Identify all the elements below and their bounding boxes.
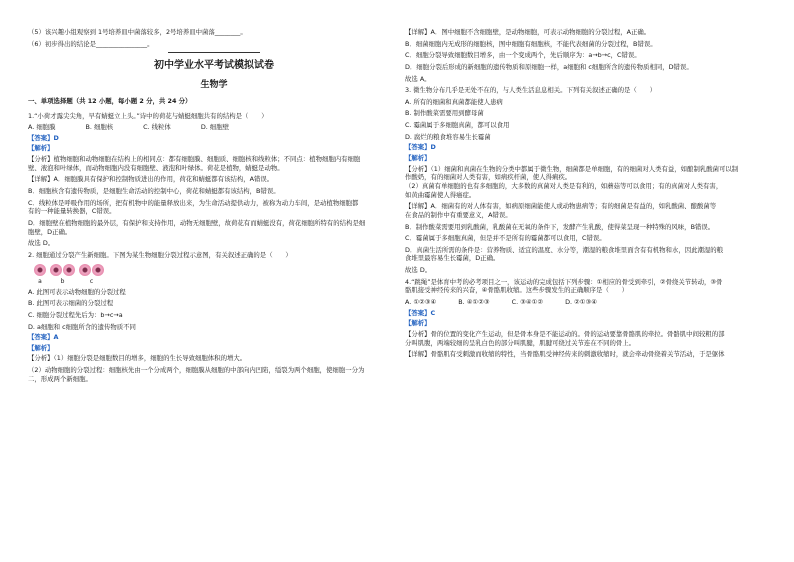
question-2-stem: 2. 细胞通过分裂产生新细胞。下图为某生物细胞分裂过程示意图，有关叙述正确的是（ ）	[28, 250, 292, 259]
explanation-line: 作酸奶，有的细菌对人类有害，如病疾杆菌，使人得痢疾。	[405, 173, 572, 182]
question-4-stem: 4.“跳绳”是体育中考的必考项目之一，该运动的完成包括下列步骤：①相应的骨受到牵引，②骨绕关节转动，③骨	[405, 277, 723, 286]
divider	[168, 52, 260, 53]
analysis-label: 【解析】	[405, 154, 431, 163]
option-d: D. a细胞和 c细胞所含的遗传物质不同	[28, 322, 136, 331]
explanation-line: 【分析】（1）细胞分裂是细胞数目的增多，细胞的生长导致细胞体积的增大。	[28, 354, 247, 363]
explanation-line: 在食品的制作中有重要意义，A错误。	[405, 210, 512, 219]
cell-icon	[92, 264, 104, 276]
analysis-label: 【解析】	[28, 343, 54, 352]
explanation-line: 故选 A。	[405, 74, 431, 83]
prev-question-line: （5）该兴趣小组观察到 1号培养皿中菌落较多，2号培养皿中菌落________。	[28, 28, 247, 36]
explanation-line: C．线粒体是呼吸作用的场所，把有机物中的能量释放出来，为生命活动提供动力，被称为动力车间，是动植物细胞都	[28, 198, 359, 207]
answer-label: 【答案】D	[28, 133, 59, 142]
answer-label: 【答案】A	[28, 333, 59, 342]
answer-label: 【答案】D	[405, 143, 436, 152]
explanation-line: 二，形成两个新细胞。	[28, 374, 92, 383]
explanation-line: B．细胞核含有遗传物质，是细胞生命活动的控制中心，荷花和蜻蜓都有该结构，B错误。	[28, 187, 280, 196]
explanation-line: 有的一种能量转换器，C错误。	[28, 207, 116, 216]
figure-label: a	[38, 277, 42, 285]
analysis-label: 【解析】	[28, 144, 54, 153]
explanation-line: 如黄曲霉菌使人得癌症。	[405, 190, 476, 199]
option-c: C. 细胞分裂过程先后为：b→c→a	[28, 310, 123, 319]
explanation-line: 【分析】（1）细菌和真菌在生物的分类中都属于微生物，细菌都是单细胞，有的细菌对人类有益，如酿制乳酸菌可以制	[405, 164, 739, 173]
cell-icon	[79, 264, 91, 276]
explanation-line: 胞壁，D正确。	[28, 227, 72, 236]
option-a: A. 细胞膜	[28, 123, 56, 132]
explanation-line: 壁、液泡和叶绿体，而动物细胞内没有细胞壁、液泡和叶绿体。荷花是植物，蜻蜓是动物。	[28, 163, 284, 172]
cell-icon	[50, 264, 62, 276]
cell-division-figure	[34, 264, 400, 286]
explanation-line: 【详解】A．图中细胞不含细胞壁，是动物细胞，可表示动物细胞的分裂过程，A正确。	[405, 28, 651, 36]
option-c: C. 霉菌属于多细胞真菌，都可以食用	[405, 121, 510, 130]
explanation-line: D．真菌生活所需的条件是：营养物质、适宜的温度、水分等，潮湿的粮食堆里面含有有机物和水，因此潮湿的粮	[405, 245, 724, 254]
figure-label: c	[89, 277, 94, 285]
explanation-line: 【分析】植物细胞和动物细胞在结构上的相同点：都有细胞膜、细胞质、细胞核和线粒体；不同点：植物细胞内有细胞	[28, 155, 361, 164]
section-heading: 一、单项选择题（共 12 小题，每小题 2 分，共 24 分）	[28, 96, 192, 105]
explanation-line: 分叫肌腹，两端较细的呈乳白色的部分叫肌腱，肌腱可绕过关节连在不同的骨上。	[405, 338, 636, 347]
option-b: B. 此图可表示细菌的分裂过程	[28, 299, 114, 308]
explanation-line: 【详解】A．细胞膜具有保护和控制物质进出的作用，荷花和蜻蜓都有该结构，A错误。	[28, 175, 274, 184]
option-d: D. 细胞壁	[200, 123, 229, 132]
cell-b	[50, 264, 75, 286]
cell-icon	[34, 264, 46, 276]
question-4-options	[405, 298, 777, 307]
explanation-line: C．霉菌属于多细胞真菌，但是并不是所有的霉菌都可以食用，C错误。	[405, 234, 606, 243]
explanation-line: 【详解】骨骼肌有受刺激而收缩的特性，当骨骼肌受神经传来的刺激收缩时，就会牵动骨绕着关节活动，于是躯体	[405, 350, 725, 359]
exam-title: 初中学业水平考试模拟试卷	[154, 60, 274, 72]
option-b: B. ④①②③	[458, 298, 490, 307]
explanation-line: 食堆里最容易生长霉菌，D正确。	[405, 254, 500, 263]
explanation-line: C．细胞分裂导致细胞数目增多，由一个变成两个，先后顺序为：a→b→c，C错误。	[405, 51, 641, 60]
option-b: B. 细胞核	[85, 123, 114, 132]
explanation-line: 【详解】A．细菌有的对人体有害，如病原细菌能使人或动物患病等；有的细菌是有益的，如乳酸菌、酿酸菌等	[405, 202, 717, 211]
explanation-line: D．细胞壁在植物细胞的最外层，有保护和支持作用，动物无细胞壁，故荷花有而蜻蜓没有，荷花细胞所特有的结构是细	[28, 218, 366, 227]
option-b: B. 制作酸菜需要用到酵母菌	[405, 109, 484, 118]
question-1-options	[28, 123, 400, 132]
explanation-line: 【分析】骨的位置的变化产生运动，但是骨本身是不能运动的。骨的运动要靠骨骼肌的牵拉。骨骼肌中间较粗的部	[405, 329, 725, 338]
explanation-line: 故选 D。	[28, 239, 55, 248]
explanation-line: B．细菌细胞内无成形的细胞核，图中细胞有细胞核，不能代表细菌的分裂过程，B错误。	[405, 39, 657, 48]
explanation-line: （2）真菌有单细胞的也有多细胞的，大多数的真菌对人类是有利的，如蘑菇等可以食用；有的真菌对人类有害，	[405, 181, 723, 190]
option-d: D. ②①③④	[565, 298, 597, 307]
question-1-stem: 1.“小荷才露尖尖角，早有蜻蜓立上头。”诗中的荷花与蜻蜓细胞共有的结构是（ ）	[28, 111, 268, 120]
left-column	[28, 28, 400, 383]
option-a: A. ①②③④	[405, 298, 437, 307]
option-c: C. ③④①②	[511, 298, 544, 307]
figure-label: b	[60, 277, 65, 285]
cell-icon	[63, 264, 75, 276]
option-c: C. 线粒体	[143, 123, 171, 132]
question-4-stem: 骼肌接受神经传来的兴奋，④骨骼肌收缩。这些步骤发生的正确顺序是（ ）	[405, 286, 629, 295]
option-a: A. 此图可表示动物细胞的分裂过程	[28, 287, 126, 296]
explanation-line: 故选 D。	[405, 266, 432, 275]
subject-title: 生物学	[200, 79, 228, 90]
explanation-line: （2）动物细胞的分裂过程：细胞核先由一个分成两个，细胞膜从细胞的中部向内凹陷，缢裂为两个细胞，使细胞一分为	[28, 366, 365, 375]
explanation-line: D．细胞分裂后形成的新细胞的遗传物质和原细胞一样，a细胞和 c细胞所含的遗传物质相同，D错误。	[405, 62, 693, 71]
option-a: A. 所有的细菌和真菌都能使人患病	[405, 97, 503, 106]
right-column	[405, 28, 777, 359]
cell-a	[34, 264, 46, 286]
question-3-stem: 3. 微生物分布几乎是无处不在的，与人类生活息息相关。下列有关叙述正确的是（ ）	[405, 86, 656, 95]
cell-c	[79, 264, 104, 286]
answer-label: 【答案】C	[405, 308, 436, 317]
explanation-line: B．制作酸菜需要用到乳酸菌，乳酸菌在无氧的条件下，发酵产生乳酸，使得菜呈现一种特殊的风味，B错误。	[405, 222, 715, 231]
option-d: D. 腐烂的粮食堆容易生长霉菌	[405, 132, 491, 141]
prev-question-line: （6）初步得出的结论是________________。	[28, 39, 154, 48]
analysis-label: 【解析】	[405, 319, 431, 328]
